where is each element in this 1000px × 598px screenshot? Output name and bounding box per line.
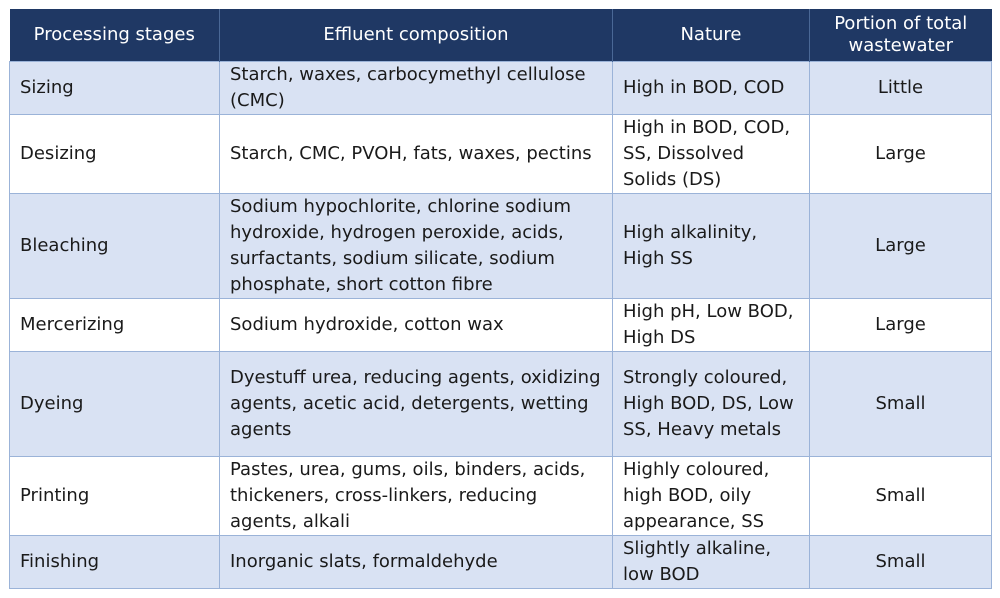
stage-cell: Bleaching (10, 194, 220, 299)
stage-cell: Finishing (10, 536, 220, 589)
portion-cell: Large (810, 194, 992, 299)
nature-cell: Strongly coloured, High BOD, DS, Low SS, Heavy metals (613, 352, 810, 457)
nature-cell: High in BOD, COD, SS, Dissolved Solids (DS) (613, 115, 810, 194)
stage-cell: Printing (10, 457, 220, 536)
composition-cell: Inorganic slats, formaldehyde (220, 536, 613, 589)
portion-cell: Small (810, 536, 992, 589)
nature-cell: High in BOD, COD (613, 62, 810, 115)
table-row (10, 194, 992, 299)
table-row (10, 62, 992, 115)
portion-cell: Large (810, 115, 992, 194)
header-processing-stages: Processing stages (10, 9, 220, 62)
portion-cell: Large (810, 299, 992, 352)
header-portion-of-total-wastewater: Portion of total wastewater (810, 9, 992, 62)
nature-cell: High pH, Low BOD, High DS (613, 299, 810, 352)
composition-cell: Sodium hydroxide, cotton wax (220, 299, 613, 352)
nature-cell: Highly coloured, high BOD, oily appearance, SS (613, 457, 810, 536)
table-row (10, 536, 992, 589)
table-row (10, 299, 992, 352)
stage-cell: Dyeing (10, 352, 220, 457)
nature-cell: Slightly alkaline, low BOD (613, 536, 810, 589)
wastewater-table-container (9, 9, 991, 589)
stage-cell: Mercerizing (10, 299, 220, 352)
wastewater-table (9, 9, 992, 589)
composition-cell: Dyestuff urea, reducing agents, oxidizing agents, acetic acid, detergents, wetting agents (220, 352, 613, 457)
stage-cell: Sizing (10, 62, 220, 115)
composition-cell: Sodium hypochlorite, chlorine sodium hydroxide, hydrogen peroxide, acids, surfactants, sodium silicate, sodium phosphate, short cotton fibre (220, 194, 613, 299)
composition-cell: Pastes, urea, gums, oils, binders, acids, thickeners, cross-linkers, reducing agents, alkali (220, 457, 613, 536)
header-row (10, 9, 992, 62)
portion-cell: Small (810, 352, 992, 457)
nature-cell: High alkalinity, High SS (613, 194, 810, 299)
header-nature: Nature (613, 9, 810, 62)
table-row (10, 457, 992, 536)
portion-cell: Small (810, 457, 992, 536)
composition-cell: Starch, CMC, PVOH, fats, waxes, pectins (220, 115, 613, 194)
table-row (10, 115, 992, 194)
portion-cell: Little (810, 62, 992, 115)
table-row (10, 352, 992, 457)
stage-cell: Desizing (10, 115, 220, 194)
header-effluent-composition: Effluent composition (220, 9, 613, 62)
composition-cell: Starch, waxes, carbocymethyl cellulose (CMC) (220, 62, 613, 115)
